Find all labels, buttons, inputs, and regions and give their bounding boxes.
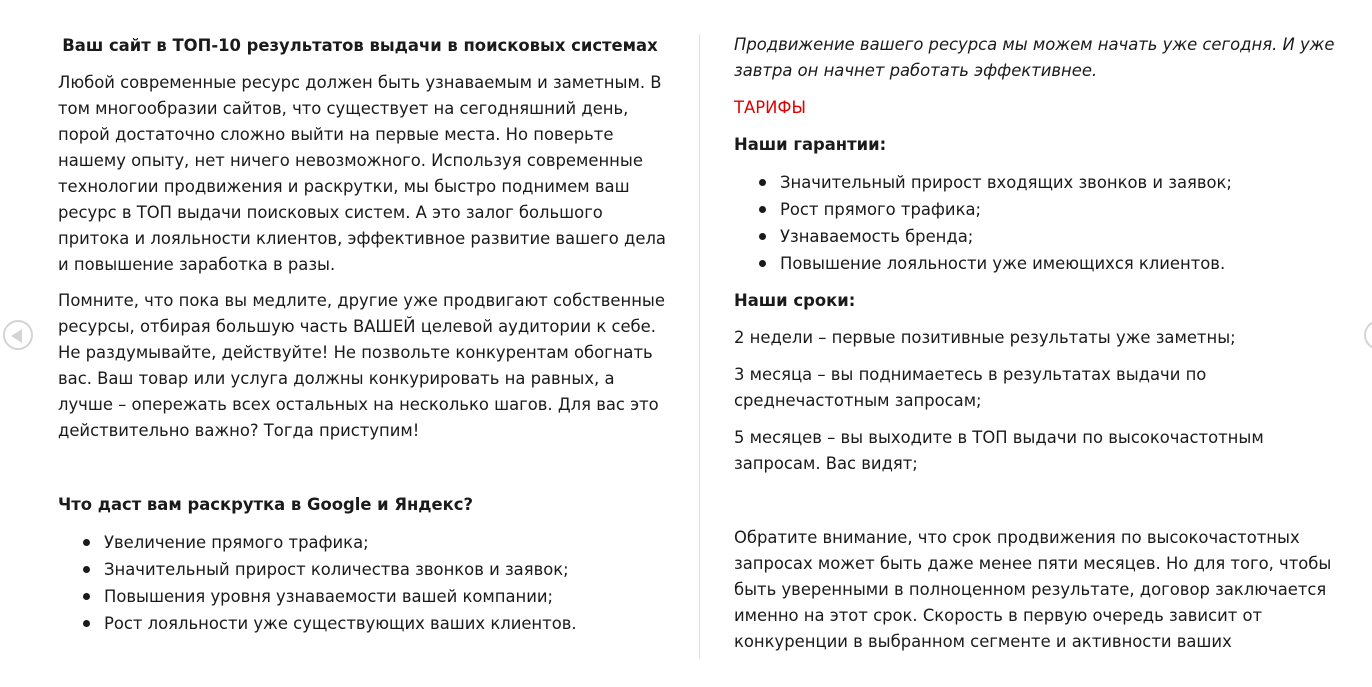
term-item: 2 недели – первые позитивные результаты уже заметны; xyxy=(734,328,1236,347)
benefits-heading: Что даст вам раскрутка в Google и Яндекс? xyxy=(58,495,473,514)
bullet-icon xyxy=(759,206,766,213)
guarantees-heading: Наши гарантии: xyxy=(734,135,887,154)
tariffs-link[interactable]: ТАРИФЫ xyxy=(734,98,806,117)
term-item: 3 месяца – вы поднимаетесь в результатах выдачи по среднечастотным запросам; xyxy=(734,365,1207,410)
list-item: Значительный прирост входящих звонков и заявок; xyxy=(734,170,1232,197)
bullet-icon xyxy=(83,566,90,573)
list-item: Значительный прирост количества звонков и заявок; xyxy=(58,557,577,584)
bullet-icon xyxy=(83,539,90,546)
list-item: Повышение лояльности уже имеющихся клиентов. xyxy=(734,251,1232,278)
list-item: Рост лояльности уже существующих ваших клиентов. xyxy=(58,611,577,638)
intro-text: Продвижение вашего ресурса мы можем начать уже сегодня. И уже завтра он начнет работать эффективнее. xyxy=(734,35,1335,80)
list-item: Узнаваемость бренда; xyxy=(734,224,1232,251)
terms-heading: Наши сроки: xyxy=(734,291,856,310)
page-title: Ваш сайт в ТОП-10 результатов выдачи в поисковых системах xyxy=(62,36,658,55)
benefits-list xyxy=(58,530,577,638)
list-item: Рост прямого трафика; xyxy=(734,197,1232,224)
bullet-icon xyxy=(83,593,90,600)
list-item: Увеличение прямого трафика; xyxy=(58,530,577,557)
call-to-action-paragraph: Помните, что пока вы медлите, другие уже продвигают собственные ресурсы, отбирая большую часть ВАШЕЙ целевой аудитории к себе. Не раздумывайте, действуйте! Не позвольте конкурентам обогнать вас. Ваш товар или услуга должны конкурировать на равных, а лучше – опережать всех остальных на несколько шагов. Для вас это действительно важно? Тогда приступим! xyxy=(58,291,665,440)
guarantees-list xyxy=(734,170,1232,278)
note-paragraph: Обратите внимание, что срок продвижения по высокочастотных запросах может быть даже менее пяти месяцев. Но для того, чтобы быть уверенными в полноценном результате, договор заключается именно на этот срок. Скорость в первую очередь зависит от конкуренции в выбранном сегменте и активности ваших xyxy=(734,528,1332,651)
bullet-icon xyxy=(759,260,766,267)
next-page-button[interactable] xyxy=(1364,320,1372,350)
bullet-icon xyxy=(83,620,90,627)
intro-paragraph: Любой современные ресурс должен быть узнаваемым и заметным. В том многообразии сайтов, что существует на сегодняшний день, порой достаточно сложно выйти на первые места. Но поверьте нашему опыту, нет ничего невозможного. Используя современные технологии продвижения и раскрутки, мы быстро поднимем ваш ресурс в ТОП выдачи поисковых систем. А это залог большого притока и лояльности клиентов, эффективное развитие вашего дела и повышение заработка в разы. xyxy=(58,73,666,274)
bullet-icon xyxy=(759,233,766,240)
list-item: Повышения уровня узнаваемости вашей компании; xyxy=(58,584,577,611)
bullet-icon xyxy=(759,179,766,186)
term-item: 5 месяцев – вы выходите в ТОП выдачи по высокочастотным запросам. Вас видят; xyxy=(734,428,1264,473)
column-divider xyxy=(699,34,700,659)
prev-page-button[interactable] xyxy=(3,320,33,350)
